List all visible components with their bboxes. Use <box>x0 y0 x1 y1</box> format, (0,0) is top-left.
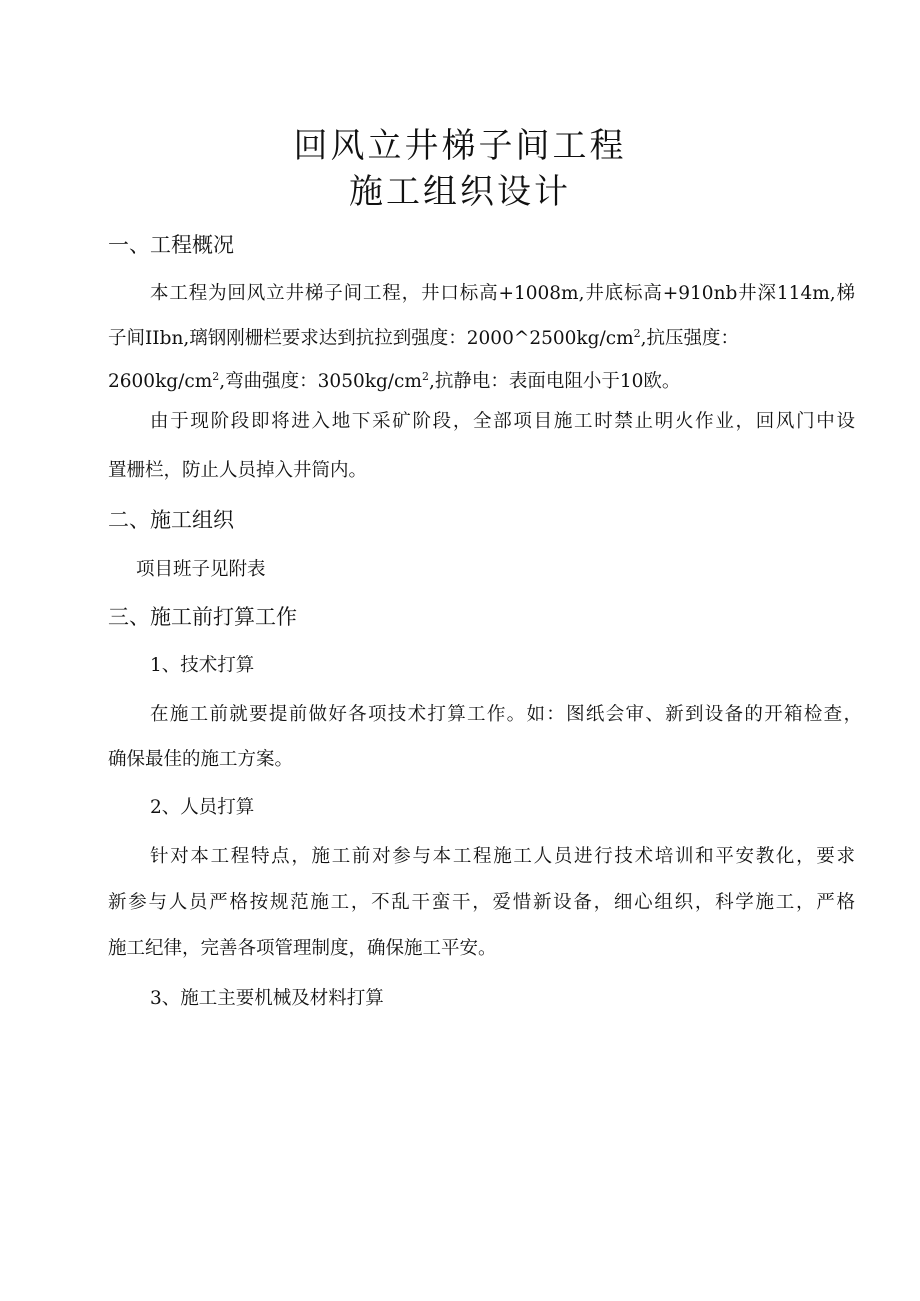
section3-sub2-heading: 2、人员打算 <box>150 797 255 818</box>
superscript: 2 <box>212 370 220 383</box>
section2-text: 项目班子见附表 <box>136 559 266 580</box>
section1-para1-line2 <box>108 319 856 354</box>
para1-line2-text: 子间IIbn,璃钢刚栅栏要求达到抗拉到强度：2000^2500kg/cm <box>108 328 634 349</box>
section2-heading: 二、施工组织 <box>108 508 234 532</box>
section1-heading: 一、工程概况 <box>108 233 234 257</box>
section3-sub1-line2: 确保最佳的施工方案。 <box>108 749 294 770</box>
section3-sub1-heading: 1、技术打算 <box>150 655 255 676</box>
section3-sub3-heading: 3、施工主要机械及材料打算 <box>150 988 384 1009</box>
section1-para1-line1: 本工程为回风立井梯子间工程，井口标高+1008m,井底标高+910nb井深114m,梯 <box>150 283 855 304</box>
document-title-line2: 施工组织设计 <box>349 172 571 212</box>
section1-para2-line1: 由于现阶段即将进入地下采矿阶段，全部项目施工时禁止明火作业，回风门中设 <box>150 411 855 432</box>
section3-sub1-line1: 在施工前就要提前做好各项技术打算工作。如：图纸会审、新到设备的开箱检查， <box>150 704 862 725</box>
superscript: 2 <box>421 370 429 383</box>
document-title-line1: 回风立井梯子间工程 <box>293 126 627 166</box>
superscript: 2 <box>633 327 641 340</box>
para1-line3-c: ,抗静电：表面电阻小于10欧。 <box>428 371 681 392</box>
para1-line2-tail: ,抗压强度： <box>640 328 739 349</box>
section3-sub2-line1: 针对本工程特点，施工前对参与本工程施工人员进行技术培训和平安教化，要求 <box>150 846 855 867</box>
section3-sub2-line2: 新参与人员严格按规范施工，不乱干蛮干，爱惜新设备，细心组织，科学施工，严格 <box>108 892 855 913</box>
para1-line3-b: ,弯曲强度：3050kg/cm <box>219 371 422 392</box>
section1-para2-line2: 置栅栏，防止人员掉入井筒内。 <box>108 460 368 481</box>
para1-line3-a: 2600kg/cm <box>108 371 213 392</box>
section1-para1-line3 <box>108 362 680 397</box>
section3-sub2-line3: 施工纪律，完善各项管理制度，确保施工平安。 <box>108 938 497 959</box>
section3-heading: 三、施工前打算工作 <box>108 605 297 629</box>
